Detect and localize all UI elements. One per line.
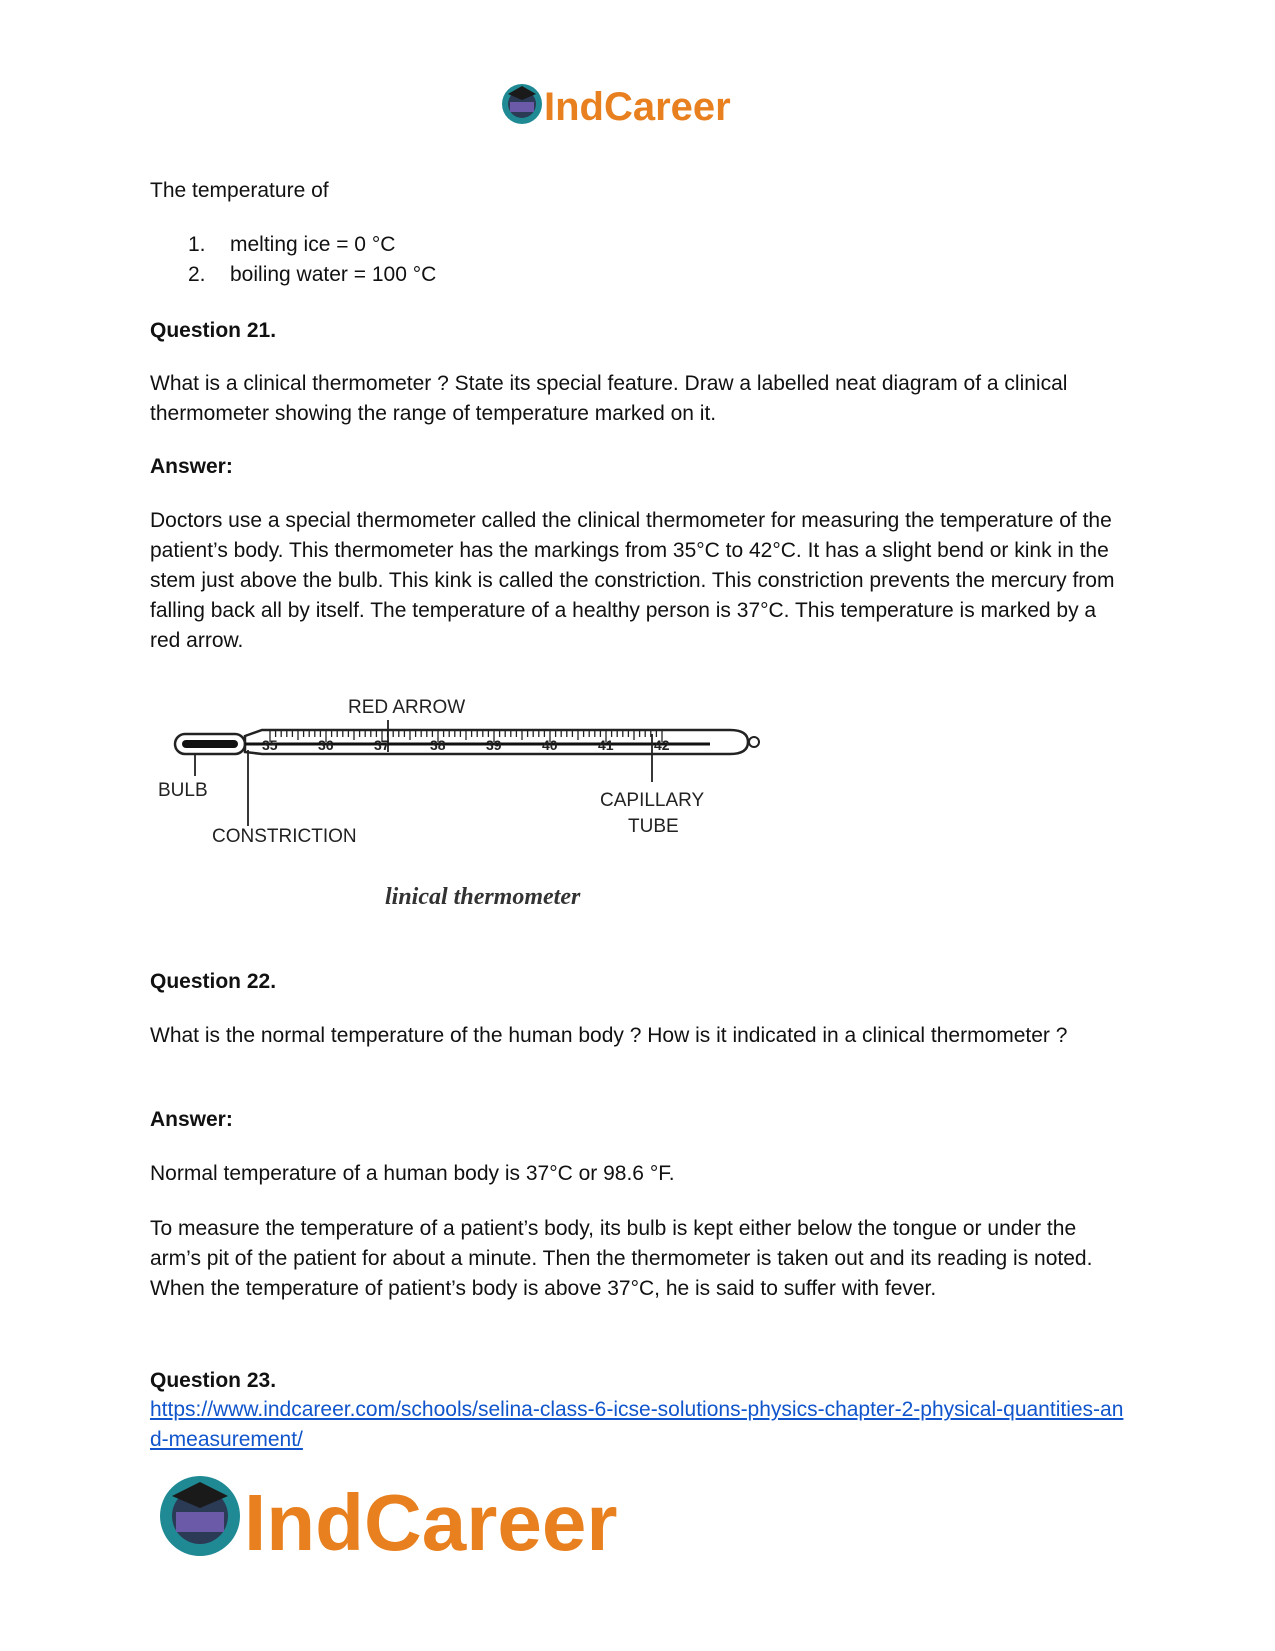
- question-22-label: Question 22.: [150, 970, 277, 993]
- question-23-label: Question 23.: [150, 1369, 277, 1392]
- scale-label: 42: [654, 737, 670, 753]
- logo-text: IndCareer: [244, 1478, 618, 1566]
- constriction-label: CONSTRICTION: [212, 826, 357, 847]
- answer-21-label: Answer:: [150, 455, 233, 478]
- capillary-label-line1: CAPILLARY: [600, 790, 705, 811]
- clinical-thermometer-diagram: [150, 690, 790, 960]
- logo-globe-icon: [160, 1476, 240, 1556]
- chapter-link[interactable]: https://www.indcareer.com/schools/selina-class-6-icse-solutions-physics-chapter-2-physical-quantities-and-measurement/: [150, 1398, 1124, 1451]
- indcareer-logo-top: [500, 78, 790, 130]
- capillary-label-line2: TUBE: [628, 816, 679, 837]
- scale-label: 36: [318, 737, 334, 753]
- logo-text: IndCareer: [544, 85, 731, 129]
- answer-22-label: Answer:: [150, 1108, 233, 1131]
- scale-label: 41: [598, 737, 614, 753]
- diagram-caption: linical thermometer: [385, 884, 581, 910]
- red-arrow-label: RED ARROW: [348, 697, 466, 718]
- logo-globe-icon: [502, 84, 542, 124]
- answer-21-text: Doctors use a special thermometer called the clinical thermometer for measuring the temperature of the patient’s body. This thermometer has the markings from 35°C to 42°C. It has a slight bend or kink in the stem just above the bulb. This kink is called the constriction. This constriction prevents the mercury from falling back all by itself. The temperature of a healthy person is 37°C. This temperature is marked by a red arrow.: [150, 509, 1115, 652]
- answer-22-text-1: Normal temperature of a human body is 37°C or 98.6 °F.: [150, 1162, 675, 1185]
- scale-label: 40: [542, 737, 558, 753]
- question-22-text: What is the normal temperature of the human body ? How is it indicated in a clinical thermometer ?: [150, 1024, 1068, 1047]
- intro-text: The temperature of: [150, 179, 329, 202]
- question-21-label: Question 21.: [150, 319, 277, 342]
- scale-label: 38: [430, 737, 446, 753]
- scale-label: 39: [486, 737, 502, 753]
- bulb-label: BULB: [158, 780, 208, 801]
- list-item: 1. melting ice = 0 °C: [188, 233, 396, 256]
- scale-label: 37: [374, 737, 390, 753]
- indcareer-logo-bottom: [158, 1466, 718, 1566]
- scale-label: 35: [262, 737, 278, 753]
- temperature-list: [150, 230, 436, 290]
- answer-22-text-2: To measure the temperature of a patient’s body, its bulb is kept either below the tongue or under the arm’s pit of the patient for about a minute. Then the thermometer is taken out and its reading is noted. When the temperature of patient’s body is above 37°C, he is said to suffer with fever.: [150, 1217, 1093, 1300]
- list-item: 2. boiling water = 100 °C: [188, 263, 437, 286]
- question-21-text: What is a clinical thermometer ? State its special feature. Draw a labelled neat diagram of a clinical thermometer showing the range of temperature marked on it.: [150, 372, 1068, 425]
